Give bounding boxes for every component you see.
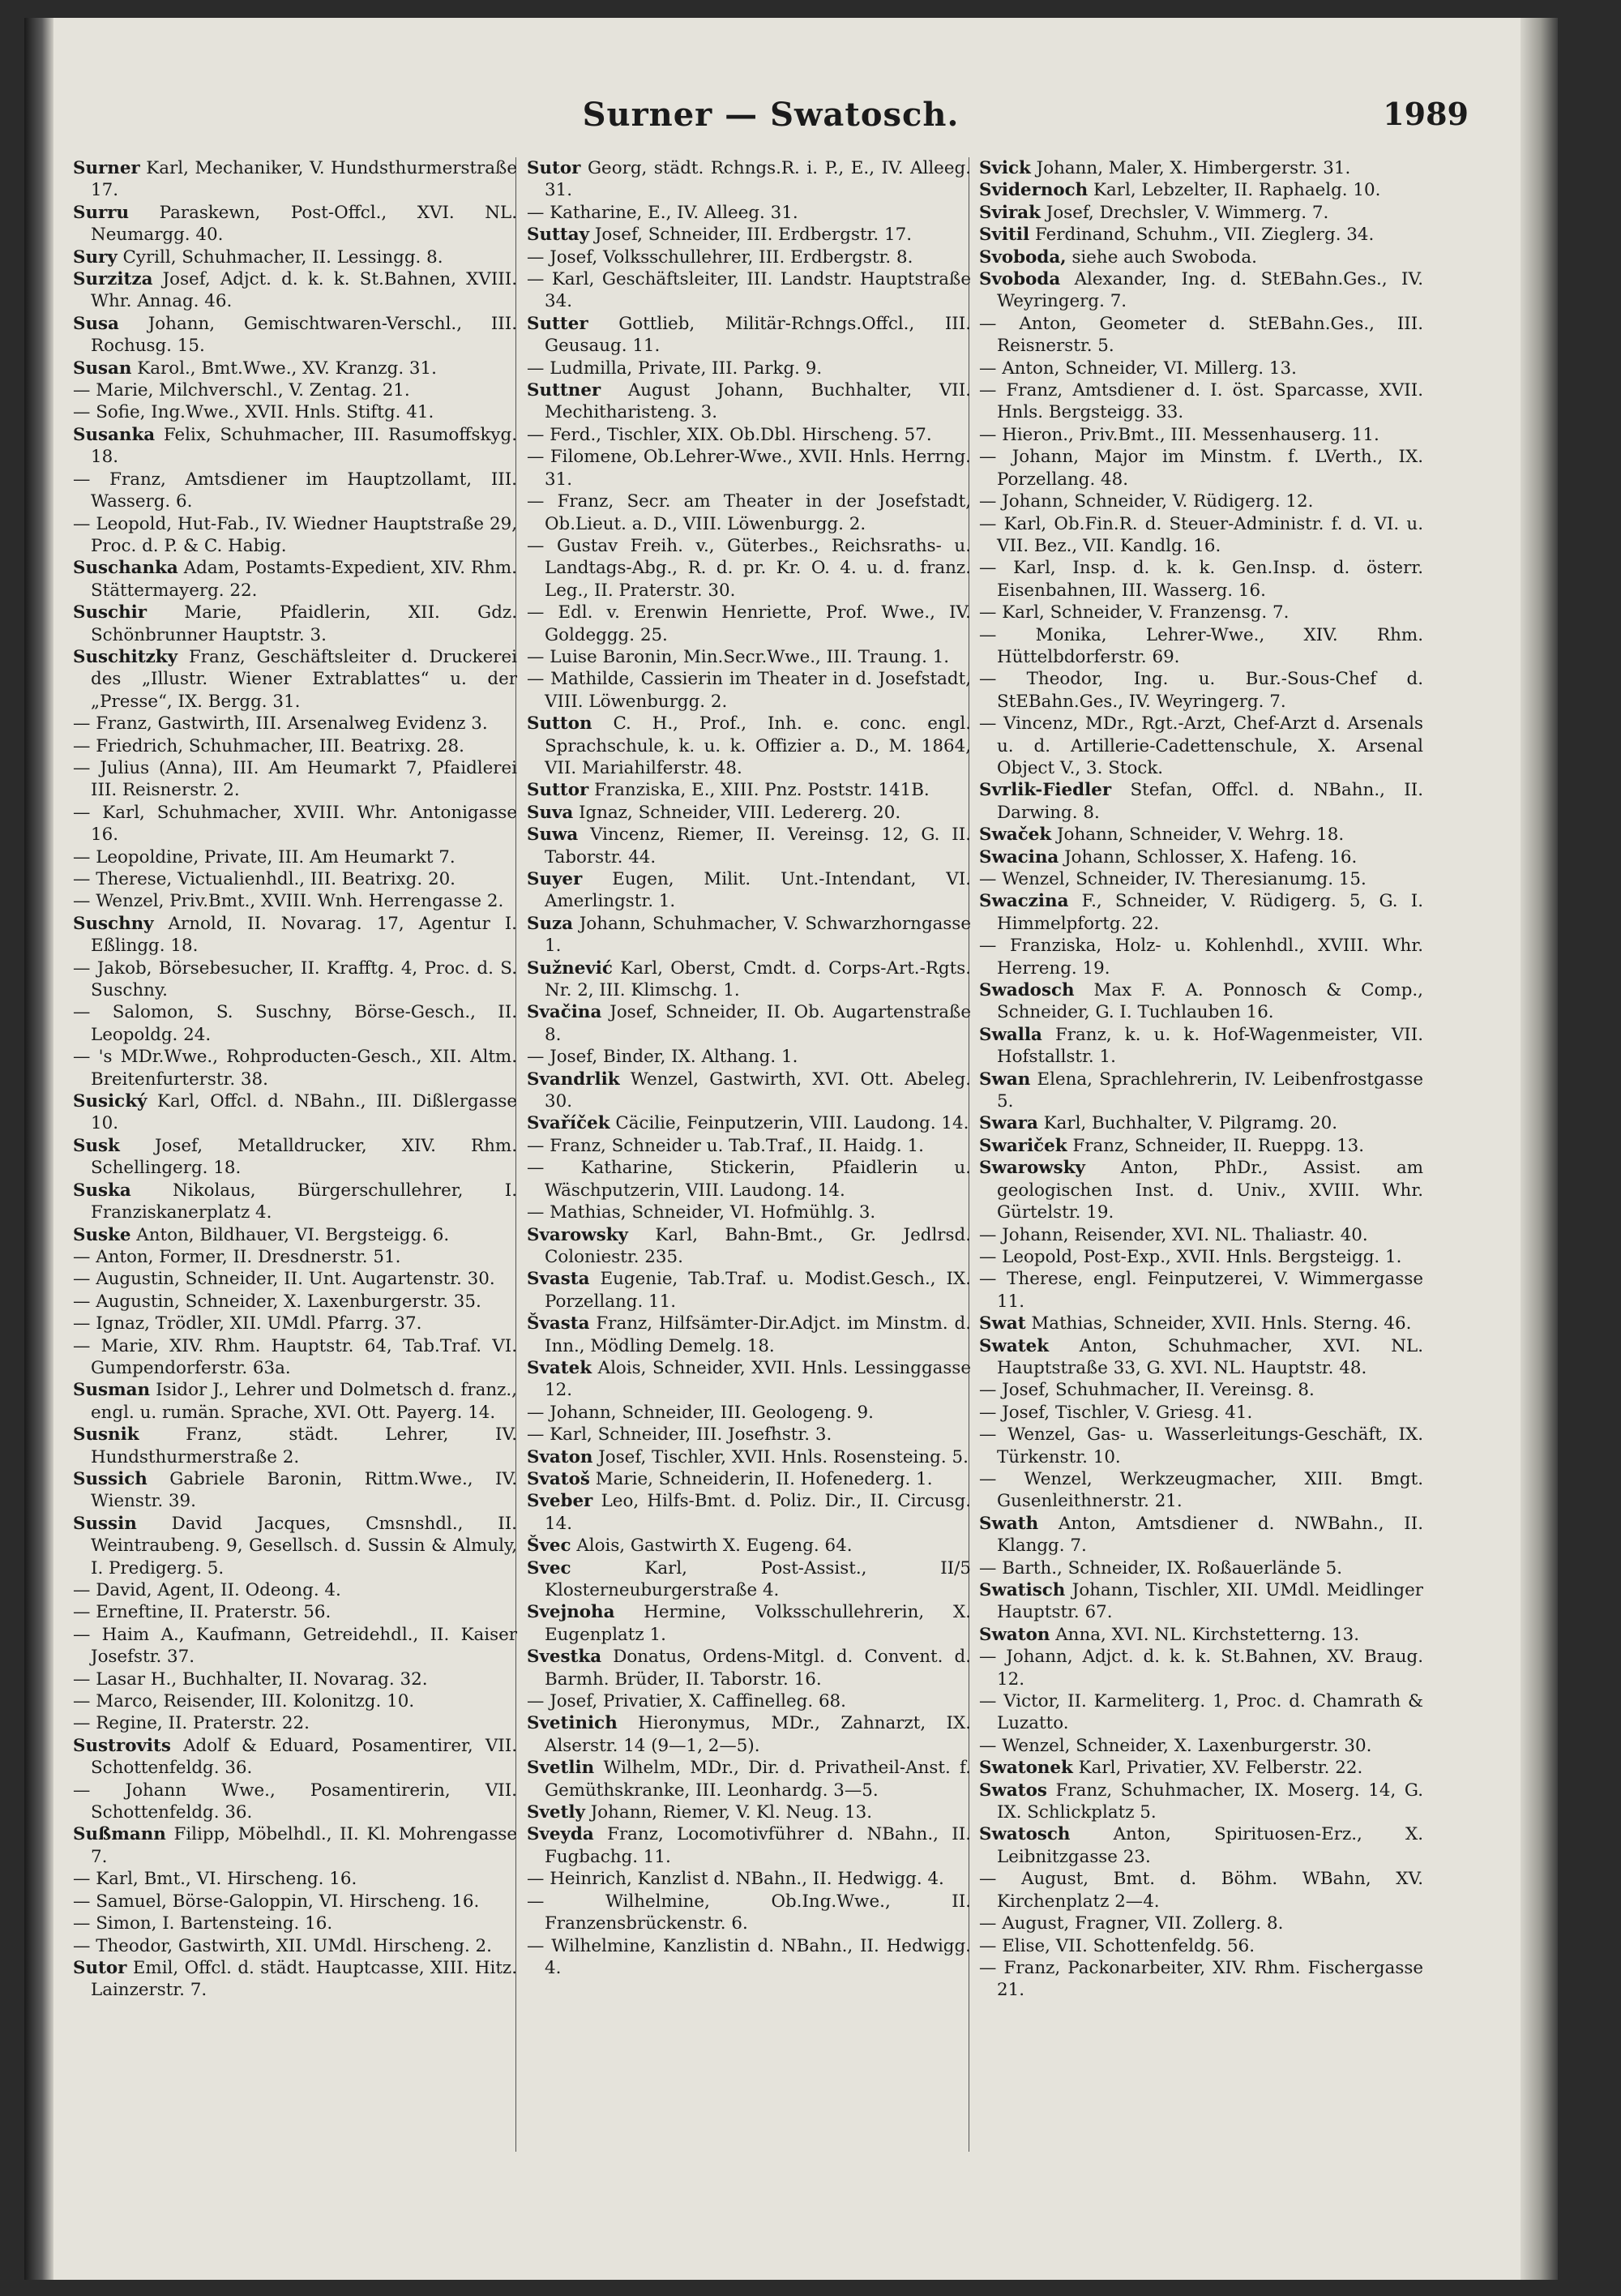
directory-entry: — Augustin, Schneider, X. Laxenburgerstr. 35. <box>73 1291 481 1312</box>
directory-entry: — Anton, Schneider, VI. Millerg. 13. <box>979 358 1297 379</box>
directory-entry: — Katharine, Stickerin, Pfaidlerin u. Wäschputzerin, VIII. Laudong. 14. <box>527 1158 971 1201</box>
directory-entry: — Filomene, Ob.Lehrer-Wwe., XVII. Hnls. Herrng. 31. <box>527 447 971 490</box>
directory-entry: — Johann, Schneider, V. Rüdigerg. 12. <box>979 491 1314 512</box>
directory-entry: — Ludmilla, Private, III. Parkg. 9. <box>527 358 823 379</box>
directory-entry: Susický Karl, Offcl. d. NBahn., III. Dißlergasse 10. <box>73 1091 517 1134</box>
directory-entry: — Karl, Schneider, V. Franzensg. 7. <box>979 602 1290 623</box>
directory-entry: — Josef, Binder, IX. Althang. 1. <box>527 1047 798 1068</box>
directory-entry: Švasta Franz, Hilfsämter-Dir.Adjct. im Minstm. d. Inn., Mödling Demelg. 18. <box>527 1313 971 1356</box>
directory-entry: — Leopoldine, Private, III. Am Heumarkt 7. <box>73 846 456 867</box>
directory-entry: — Barth., Schneider, IX. Roßauerlände 5. <box>979 1557 1343 1578</box>
directory-entry: — Lasar H., Buchhalter, II. Novarag. 32. <box>73 1668 428 1690</box>
directory-entry: — Franz, Packonarbeiter, XIV. Rhm. Fischergasse 21. <box>979 1957 1423 2001</box>
directory-entry: Swara Karl, Buchhalter, V. Pilgramg. 20. <box>979 1113 1338 1134</box>
directory-entry: Svejnoha Hermine, Volksschullehrerin, X. Eugenplatz 1. <box>527 1602 971 1645</box>
directory-entry: Swaton Anna, XVI. NL. Kirchstetterng. 13. <box>979 1624 1360 1645</box>
directory-entry: — Victor, II. Karmeliterg. 1, Proc. d. Chamrath & Luzatto. <box>979 1691 1423 1734</box>
directory-entry: Svestka Donatus, Ordens-Mitgl. d. Convent. d. Barmh. Brüder, II. Taborstr. 16. <box>527 1647 971 1690</box>
directory-entry: — Anton, Former, II. Dresdnerstr. 51. <box>73 1246 401 1267</box>
directory-entry: — Karl, Schuhmacher, XVIII. Whr. Antonigasse 16. <box>73 802 517 846</box>
directory-entry: — Theodor, Gastwirth, XII. UMdl. Hirscheng. 2. <box>73 1935 492 1956</box>
directory-entry: — August, Fragner, VII. Zollerg. 8. <box>979 1913 1284 1934</box>
directory-entry: Suyer Eugen, Milit. Unt.-Intendant, VI. Amerlingstr. 1. <box>527 869 971 912</box>
directory-entry: Swariček Franz, Schneider, II. Rueppg. 13. <box>979 1135 1365 1156</box>
directory-entry: — Karl, Schneider, III. Josefhstr. 3. <box>527 1424 832 1446</box>
directory-entry: — Wenzel, Schneider, X. Laxenburgerstr. 30. <box>979 1735 1372 1756</box>
directory-entry: Svec Karl, Post-Assist., II/5 Klosterneuburgerstraße 4. <box>527 1557 971 1600</box>
directory-entry: Suza Johann, Schuhmacher, V. Schwarzhorngasse 1. <box>527 913 971 957</box>
directory-entry: Swaček Johann, Schneider, V. Wehrg. 18. <box>979 825 1345 846</box>
directory-entry: — Julius (Anna), III. Am Heumarkt 7, Pfaidlerei III. Reisnerstr. 2. <box>73 757 517 801</box>
directory-entry: — Therese, engl. Feinputzerei, V. Wimmergasse 11. <box>979 1269 1423 1312</box>
page-header <box>73 96 1469 144</box>
directory-entry: — Franz, Amtsdiener im Hauptzollamt, III. Wasserg. 6. <box>73 469 517 512</box>
directory-entry: — Franz, Amtsdiener d. I. öst. Sparcasse, XVII. Hnls. Bergsteigg. 33. <box>979 380 1423 423</box>
directory-entry: Swaczina F., Schneider, V. Rüdigerg. 5, G. I. Himmelpfortg. 22. <box>979 891 1423 934</box>
directory-entry: Suske Anton, Bildhauer, VI. Bergsteigg. 6. <box>73 1224 450 1245</box>
directory-entry: — David, Agent, II. Odeong. 4. <box>73 1580 341 1600</box>
directory-entry: Susanka Felix, Schuhmacher, III. Rasumoffskyg. 18. <box>73 424 517 468</box>
directory-entry: Suttner August Johann, Buchhalter, VII. Mechitharisteng. 3. <box>527 380 971 423</box>
directory-entry: — Ignaz, Trödler, XII. UMdl. Pfarrg. 37. <box>73 1313 422 1334</box>
directory-entry: — Karl, Insp. d. k. k. Gen.Insp. d. österr. Eisenbahnen, III. Wasserg. 16. <box>979 558 1423 601</box>
directory-entry: — Johann, Adjct. d. k. k. St.Bahnen, XV. Braug. 12. <box>979 1647 1423 1690</box>
directory-entry: — Sofie, Ing.Wwe., XVII. Hnls. Stiftg. 41. <box>73 402 434 423</box>
directory-entry: Svačina Josef, Schneider, II. Ob. Augartenstraße 8. <box>527 1002 971 1045</box>
directory-entry: — Wilhelmine, Ob.Ing.Wwe., II. Franzensbrückenstr. 6. <box>527 1891 971 1934</box>
directory-entry: — Marie, Milchverschl., V. Zentag. 21. <box>73 380 410 401</box>
directory-entry: — Mathias, Schneider, VI. Hofmühlg. 3. <box>527 1202 876 1223</box>
directory-entry: — Samuel, Börse-Galoppin, VI. Hirscheng. 16. <box>73 1891 480 1912</box>
directory-entry: — Hieron., Priv.Bmt., III. Messenhauserg. 11. <box>979 424 1379 445</box>
directory-entry: Suska Nikolaus, Bürgerschullehrer, I. Franziskanerplatz 4. <box>73 1180 517 1223</box>
directory-entry: — Wenzel, Schneider, IV. Theresianumg. 15. <box>979 869 1367 889</box>
directory-entry: — Franz, Schneider u. Tab.Traf., II. Haidg. 1. <box>527 1135 924 1156</box>
directory-entry: — Heinrich, Kanzlist d. NBahn., II. Hedwigg. 4. <box>527 1869 944 1890</box>
directory-entry: — Josef, Privatier, X. Caffinelleg. 68. <box>527 1691 846 1712</box>
directory-entry: Swatonek Karl, Privatier, XV. Felberstr. 22. <box>979 1758 1363 1779</box>
directory-entry: Susa Johann, Gemischtwaren-Verschl., III. Rochusg. 15. <box>73 313 517 357</box>
directory-entry: — Wenzel, Werkzeugmacher, XIII. Bmgt. Gusenleithnerstr. 21. <box>979 1468 1423 1512</box>
directory-entry: Swan Elena, Sprachlehrerin, IV. Leibenfrostgasse 5. <box>979 1069 1423 1112</box>
directory-entry: Svandrlik Wenzel, Gastwirth, XVI. Ott. Abeleg. 30. <box>527 1069 971 1112</box>
directory-entry: — Vincenz, MDr., Rgt.-Arzt, Chef-Arzt d. Arsenals u. d. Artillerie-Cadettenschule, X. Arsenal Object V., 3. Stock. <box>979 713 1423 778</box>
directory-entry: Susman Isidor J., Lehrer und Dolmetsch d. franz., engl. u. rumän. Sprache, XVI. Ott. Payerg. 14. <box>73 1380 517 1423</box>
directory-entry: Swadosch Max F. A. Ponnosch & Comp., Schneider, G. I. Tuchlauben 16. <box>979 980 1423 1023</box>
directory-entry: Svetly Johann, Riemer, V. Kl. Neug. 13. <box>527 1802 873 1823</box>
directory-entry: Suschanka Adam, Postamts-Expedient, XIV. Rhm. Stättermayerg. 22. <box>73 558 517 601</box>
directory-entry: Swatos Franz, Schuhmacher, IX. Moserg. 14, G. IX. Schlickplatz 5. <box>979 1780 1423 1823</box>
page-gutter-shadow <box>24 18 53 2280</box>
directory-entry: Svitil Ferdinand, Schuhm., VII. Zieglerg. 34. <box>979 225 1375 246</box>
directory-entry: Suwa Vincenz, Riemer, II. Vereinsg. 12, G. II. Taborstr. 44. <box>527 825 971 867</box>
directory-entry: Swacina Johann, Schlosser, X. Hafeng. 16. <box>979 846 1358 867</box>
directory-entry: — Luise Baronin, Min.Secr.Wwe., III. Traung. 1. <box>527 646 950 667</box>
directory-entry: Svaton Josef, Tischler, XVII. Hnls. Rosensteing. 5. <box>527 1446 969 1467</box>
directory-entry: — Marco, Reisender, III. Kolonitzg. 10. <box>73 1691 415 1712</box>
directory-entry: Susnik Franz, städt. Lehrer, IV. Hundsthurmerstraße 2. <box>73 1424 517 1467</box>
page-number: 1989 <box>1383 96 1469 132</box>
directory-entry: — Josef, Volksschullehrer, III. Erdbergstr. 8. <box>527 246 913 268</box>
directory-entry: Swatek Anton, Schuhmacher, XVI. NL. Hauptstraße 33, G. XVI. NL. Hauptstr. 48. <box>979 1335 1423 1378</box>
directory-entry: Swath Anton, Amtsdiener d. NWBahn., II. Klangg. 7. <box>979 1513 1423 1557</box>
directory-entry: — Regine, II. Praterstr. 22. <box>73 1713 310 1734</box>
directory-entry: Surzitza Josef, Adjct. d. k. k. St.Bahnen, XVIII. Whr. Annag. 46. <box>73 269 517 312</box>
directory-entry: Swalla Franz, k. u. k. Hof-Wagenmeister, VII. Hofstallstr. 1. <box>979 1024 1423 1068</box>
directory-entry: Swarowsky Anton, PhDr., Assist. am geologischen Inst. d. Univ., XVIII. Whr. Gürtelstr. 19. <box>979 1158 1423 1223</box>
column-right <box>979 157 1423 2002</box>
directory-entry: — Anton, Geometer d. StEBahn.Ges., III. Reisnerstr. 5. <box>979 313 1423 357</box>
directory-entry: Sury Cyrill, Schuhmacher, II. Lessingg. 8. <box>73 246 443 268</box>
directory-entry: — Karl, Bmt., VI. Hirscheng. 16. <box>73 1869 357 1890</box>
directory-entry: Sutter Gottlieb, Militär-Rchngs.Offcl., III. Geusaug. 11. <box>527 313 971 357</box>
directory-entry: — Josef, Tischler, V. Griesg. 41. <box>979 1402 1253 1423</box>
directory-entry: — Erneftine, II. Praterstr. 56. <box>73 1602 331 1623</box>
directory-entry: Suttay Josef, Schneider, III. Erdbergstr. 17. <box>527 225 913 246</box>
directory-entry: Swat Mathias, Schneider, XVII. Hnls. Sterng. 46. <box>979 1313 1412 1334</box>
directory-entry: — Gustav Freih. v., Güterbes., Reichsraths- u. Landtags-Abg., R. d. pr. Kr. O. 4. u. d. franz. Leg., II. Praterstr. 30. <box>527 535 971 601</box>
directory-entry: — Josef, Schuhmacher, II. Vereinsg. 8. <box>979 1380 1315 1401</box>
directory-entry: Sustrovits Adolf & Eduard, Posamentirer, VII. Schottenfeldg. 36. <box>73 1735 517 1779</box>
directory-entry: — Marie, XIV. Rhm. Hauptstr. 64, Tab.Traf. VI. Gumpendorferstr. 63a. <box>73 1335 517 1378</box>
directory-entry: Swatosch Anton, Spirituosen-Erz., X. Leibnitzgasse 23. <box>979 1824 1423 1867</box>
directory-entry: Svarowsky Karl, Bahn-Bmt., Gr. Jedlrsd. Coloniestr. 235. <box>527 1224 971 1267</box>
directory-entry: Susan Karol., Bmt.Wwe., XV. Kranzg. 31. <box>73 358 437 379</box>
directory-entry: — Edl. v. Erenwin Henriette, Prof. Wwe., IV. Goldeggg. 25. <box>527 602 971 645</box>
directory-entry: Svoboda Alexander, Ing. d. StEBahn.Ges., IV. Weyringerg. 7. <box>979 269 1423 312</box>
directory-entry: — Johann, Major im Minstm. f. LVerth., IX. Porzellang. 48. <box>979 447 1423 490</box>
directory-entry: — Simon, I. Bartensteing. 16. <box>73 1913 333 1934</box>
page-title: Surner — Swatosch. <box>582 96 960 134</box>
directory-entry: — Leopold, Hut-Fab., IV. Wiedner Hauptstraße 29, Proc. d. P. & C. Habig. <box>73 513 517 556</box>
directory-entry: Suschny Arnold, II. Novarag. 17, Agentur I. Eßlingg. 18. <box>73 913 517 957</box>
directory-entry: — Leopold, Post-Exp., XVII. Hnls. Bergsteigg. 1. <box>979 1246 1402 1267</box>
column-middle <box>527 157 971 1979</box>
directory-entry: — Therese, Victualienhdl., III. Beatrixg. 20. <box>73 869 456 889</box>
directory-entry: — Franz, Secr. am Theater in der Josefstadt, Ob.Lieut. a. D., VIII. Löwenburgg. 2. <box>527 491 971 534</box>
directory-entry: Švec Alois, Gastwirth X. Eugeng. 64. <box>527 1536 853 1557</box>
directory-entry: — Katharine, E., IV. Alleeg. 31. <box>527 202 798 223</box>
directory-entry: Sutor Georg, städt. Rchngs.R. i. P., E., IV. Alleeg. 31. <box>527 158 971 201</box>
directory-entry: Susk Josef, Metalldrucker, XIV. Rhm. Schellingerg. 18. <box>73 1135 517 1179</box>
directory-entry: Sussin David Jacques, Cmsnshdl., II. Weintraubeng. 9, Gesellsch. d. Sussin & Almuly, I. Predigerg. 5. <box>73 1513 517 1578</box>
directory-entry: Suttor Franziska, E., XIII. Pnz. Poststr. 141B. <box>527 780 930 801</box>
directory-entry: — Monika, Lehrer-Wwe., XIV. Rhm. Hüttelbdorferstr. 69. <box>979 624 1423 667</box>
directory-entry: Sutor Emil, Offcl. d. städt. Hauptcasse, XIII. Hitz. Lainzerstr. 7. <box>73 1957 517 2001</box>
directory-entry: — Jakob, Börsebesucher, II. Krafftg. 4, Proc. d. S. Suschny. <box>73 957 517 1001</box>
directory-entry: Svetinich Hieronymus, MDr., Zahnarzt, IX. Alserstr. 14 (9—1, 2—5). <box>527 1713 971 1756</box>
directory-entry: Sužnević Karl, Oberst, Cmdt. d. Corps-Art.-Rgts. Nr. 2, III. Klimschg. 1. <box>527 957 971 1001</box>
directory-entry: — Elise, VII. Schottenfeldg. 56. <box>979 1935 1255 1956</box>
directory-entry: — Franz, Gastwirth, III. Arsenalweg Evidenz 3. <box>73 713 488 735</box>
directory-entry: Svasta Eugenie, Tab.Traf. u. Modist.Gesch., IX. Porzellang. 11. <box>527 1269 971 1312</box>
directory-entry: Svick Johann, Maler, X. Himbergerstr. 31. <box>979 158 1351 178</box>
directory-entry: Swatisch Johann, Tischler, XII. UMdl. Meidlinger Hauptstr. 67. <box>979 1580 1423 1623</box>
directory-entry: — 's MDr.Wwe., Rohproducten-Gesch., XII. Altm. Breitenfurterstr. 38. <box>73 1047 517 1090</box>
directory-entry: — Augustin, Schneider, II. Unt. Augartenstr. 30. <box>73 1269 495 1290</box>
directory-entry: Sußmann Filipp, Möbelhdl., II. Kl. Mohrengasse 7. <box>73 1824 517 1867</box>
directory-entry: — August, Bmt. d. Böhm. WBahn, XV. Kirchenplatz 2—4. <box>979 1869 1423 1912</box>
directory-page <box>24 18 1558 2280</box>
directory-entry: — Mathilde, Cassierin im Theater in d. Josefstadt, VIII. Löwenburgg. 2. <box>527 669 971 712</box>
directory-entry: Sussich Gabriele Baronin, Rittm.Wwe., IV. Wienstr. 39. <box>73 1468 517 1512</box>
directory-entry: Surru Paraskewn, Post-Offcl., XVI. NL. Neumargg. 40. <box>73 202 517 246</box>
directory-entry: — Friedrich, Schuhmacher, III. Beatrixg. 28. <box>73 735 464 756</box>
directory-entry: — Johann, Reisender, XVI. NL. Thaliastr. 40. <box>979 1224 1368 1245</box>
directory-entry: — Johann, Schneider, III. Geologeng. 9. <box>527 1402 874 1423</box>
directory-entry: Sveyda Franz, Locomotivführer d. NBahn., II. Fugbachg. 11. <box>527 1824 971 1867</box>
directory-entry: Suva Ignaz, Schneider, VIII. Ledererg. 20. <box>527 802 901 823</box>
directory-entry: — Ferd., Tischler, XIX. Ob.Dbl. Hirscheng. 57. <box>527 424 932 445</box>
directory-entry: — Karl, Geschäftsleiter, III. Landstr. Hauptstraße 34. <box>527 269 971 312</box>
directory-entry: Suschir Marie, Pfaidlerin, XII. Gdz. Schönbrunner Hauptstr. 3. <box>73 602 517 645</box>
directory-entry: — Salomon, S. Suschny, Börse-Gesch., II. Leopoldg. 24. <box>73 1002 517 1045</box>
directory-entry: Svirak Josef, Drechsler, V. Wimmerg. 7. <box>979 202 1329 223</box>
directory-entry: Suschitzky Franz, Geschäftsleiter d. Druckerei des „Illustr. Wiener Extrablattes“ u. der „Presse“, IX. Bergg. 31. <box>73 646 517 712</box>
directory-entry: — Wenzel, Gas- u. Wasserleitungs-Geschäft, IX. Türkenstr. 10. <box>979 1424 1423 1467</box>
directory-entry: — Haim A., Kaufmann, Getreidehdl., II. Kaiser Josefstr. 37. <box>73 1624 517 1668</box>
directory-entry: Svaříček Cäcilie, Feinputzerin, VIII. Laudong. 14. <box>527 1113 969 1134</box>
directory-entry: Svoboda, siehe auch Swoboda. <box>979 246 1257 268</box>
directory-entry: — Wenzel, Priv.Bmt., XVIII. Wnh. Herrengasse 2. <box>73 891 504 912</box>
page-edge-shadow <box>1520 18 1558 2280</box>
directory-entry: Svatoš Marie, Schneiderin, II. Hofenederg. 1. <box>527 1468 933 1489</box>
directory-entry: — Franziska, Holz- u. Kohlenhdl., XVIII. Whr. Herreng. 19. <box>979 936 1423 979</box>
directory-entry: Sveber Leo, Hilfs-Bmt. d. Poliz. Dir., II. Circusg. 14. <box>527 1491 971 1534</box>
directory-entry: Svatek Alois, Schneider, XVII. Hnls. Lessinggasse 12. <box>527 1357 971 1401</box>
directory-entry: Svidernoch Karl, Lebzelter, II. Raphaelg. 10. <box>979 180 1381 201</box>
directory-entry: Sutton C. H., Prof., Inh. e. conc. engl. Sprachschule, k. u. k. Offizier a. D., M. 1864, VII. Mariahilferstr. 48. <box>527 713 971 778</box>
directory-entry: — Wilhelmine, Kanzlistin d. NBahn., II. Hedwigg. 4. <box>527 1935 971 1978</box>
directory-entry: Surner Karl, Mechaniker, V. Hundsthurmerstraße 17. <box>73 158 517 201</box>
directory-entry: — Johann Wwe., Posamentirerin, VII. Schottenfeldg. 36. <box>73 1780 517 1823</box>
directory-entry: — Theodor, Ing. u. Bur.-Sous-Chef d. StEBahn.Ges., IV. Weyringerg. 7. <box>979 669 1423 712</box>
directory-entry: Svrlik-Fiedler Stefan, Offcl. d. NBahn., II. Darwing. 8. <box>979 780 1423 823</box>
directory-entry: — Karl, Ob.Fin.R. d. Steuer-Administr. f. d. VI. u. VII. Bez., VII. Kandlg. 16. <box>979 513 1423 556</box>
column-left <box>73 157 517 2002</box>
directory-entry: Svetlin Wilhelm, MDr., Dir. d. Privatheil-Anst. f. Gemüthskranke, III. Leonhardg. 3—5. <box>527 1758 971 1801</box>
